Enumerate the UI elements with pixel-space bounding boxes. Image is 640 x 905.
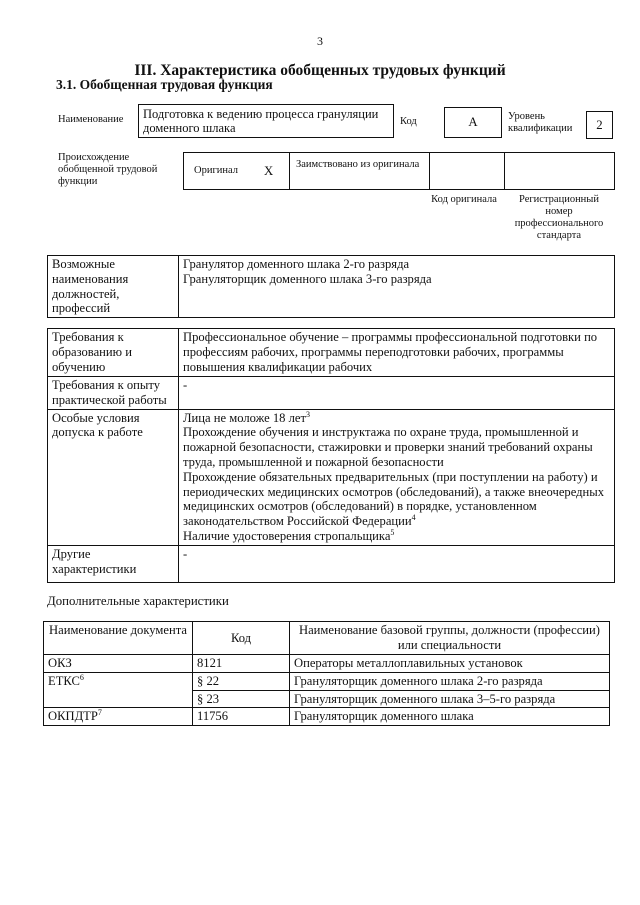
admission-item: Прохождение обязательных предварительных (при поступлении на работу) и периодических медицинских осмотров (обследований), а также внеочередных медицинских осмотров (обследований) в порядке, установленном законодательством Российской Федерации$^4$ bbox=[183, 469, 605, 529]
function-name: Подготовка к ведению процесса грануляции доменного шлака bbox=[143, 107, 379, 135]
experience-value: - bbox=[179, 377, 615, 410]
positions-table bbox=[47, 255, 615, 318]
function-name-box bbox=[138, 104, 394, 138]
subsection-title: 3.1. Обобщенная трудовая функция bbox=[56, 77, 273, 92]
footnote-ref: 5 bbox=[390, 527, 395, 537]
borrowed-label: Заимствовано из оригинала bbox=[296, 159, 420, 170]
page-number: 3 bbox=[317, 34, 323, 48]
admission-item: Лица не моложе 18 лет$^3$ bbox=[183, 409, 310, 425]
origin-label: Происхождение обобщенной трудовой функции bbox=[58, 152, 158, 187]
row-name: Грануляторщик доменного шлака 3–5-го разряда bbox=[290, 690, 610, 708]
original-label: Оригинал bbox=[194, 165, 238, 176]
origin-table bbox=[183, 152, 615, 190]
admission-values bbox=[179, 409, 615, 545]
header-name: Наименование базовой группы, должности (профессии) или специальности bbox=[290, 622, 610, 655]
additional-table bbox=[43, 621, 610, 726]
reg-number-label: Регистрационный номер профессионального стандарта bbox=[514, 194, 604, 241]
level-value: 2 bbox=[596, 118, 603, 132]
admission-item: Прохождение обучения и инструктажа по охране труда, промышленной и пожарной безопасности, стажировки и проверки знаний требований охраны труда, промышленной и пожарной безопасности bbox=[183, 425, 593, 469]
position-item: Гранулятор доменного шлака 2-го разряда bbox=[183, 257, 410, 271]
section-title: III. Характеристика обобщенных трудовых функций bbox=[134, 62, 506, 79]
row-code: 11756 bbox=[193, 708, 290, 726]
row-name: Операторы металлоплавильных установок bbox=[290, 655, 610, 673]
footnote-ref: 3 bbox=[306, 409, 310, 419]
row-code: 8121 bbox=[193, 655, 290, 673]
other-value: - bbox=[179, 545, 615, 582]
admission-item: Наличие удостоверения стропальщика$^5$ bbox=[183, 527, 395, 543]
name-label: Наименование bbox=[58, 114, 124, 125]
row-doc: ОКПДТР$^7$ bbox=[44, 708, 193, 726]
positions-values bbox=[179, 256, 615, 318]
row-doc: ОКЗ bbox=[44, 655, 193, 673]
table-row bbox=[44, 672, 610, 690]
cell-divider bbox=[429, 153, 430, 189]
positions-label: Возможные наименования должностей, профессий bbox=[48, 256, 179, 318]
footnote-ref: 4 bbox=[411, 512, 416, 522]
other-label: Другие характеристики bbox=[48, 545, 179, 582]
education-label: Требования к образованию и обучению bbox=[48, 329, 179, 377]
cell-divider bbox=[504, 153, 505, 189]
original-mark: X bbox=[264, 164, 274, 178]
level-box bbox=[586, 111, 613, 139]
row-code: § 23 bbox=[193, 690, 290, 708]
code-original-label: Код оригинала bbox=[431, 194, 497, 205]
education-value: Профессиональное обучение – программы профессиональной подготовки по профессиям рабочих, программы переподготовки рабочих, программы повышения квалификации рабочих bbox=[179, 329, 615, 377]
position-item: Грануляторщик доменного шлака 3-го разряда bbox=[183, 271, 432, 286]
experience-label: Требования к опыту практической работы bbox=[48, 377, 179, 410]
code-box bbox=[444, 107, 502, 138]
level-label: Уровень квалификации bbox=[508, 111, 573, 134]
row-doc: ЕТКС$^6$ bbox=[44, 672, 193, 708]
admission-label: Особые условия допуска к работе bbox=[48, 409, 179, 545]
footnote-ref: 6 bbox=[79, 672, 84, 682]
row-name: Грануляторщик доменного шлака 2-го разряда bbox=[290, 672, 610, 690]
cell-divider bbox=[289, 153, 290, 189]
header-document: Наименование документа bbox=[44, 622, 193, 655]
requirements-table bbox=[47, 328, 615, 583]
table-row bbox=[44, 708, 610, 726]
footnote-ref: 7 bbox=[97, 708, 102, 718]
table-row bbox=[44, 655, 610, 673]
code-label: Код bbox=[400, 116, 417, 127]
header-code: Код bbox=[193, 622, 290, 655]
code-value: А bbox=[468, 115, 478, 129]
row-name: Грануляторщик доменного шлака bbox=[290, 708, 610, 726]
row-code: § 22 bbox=[193, 672, 290, 690]
additional-title: Дополнительные характеристики bbox=[47, 594, 229, 608]
